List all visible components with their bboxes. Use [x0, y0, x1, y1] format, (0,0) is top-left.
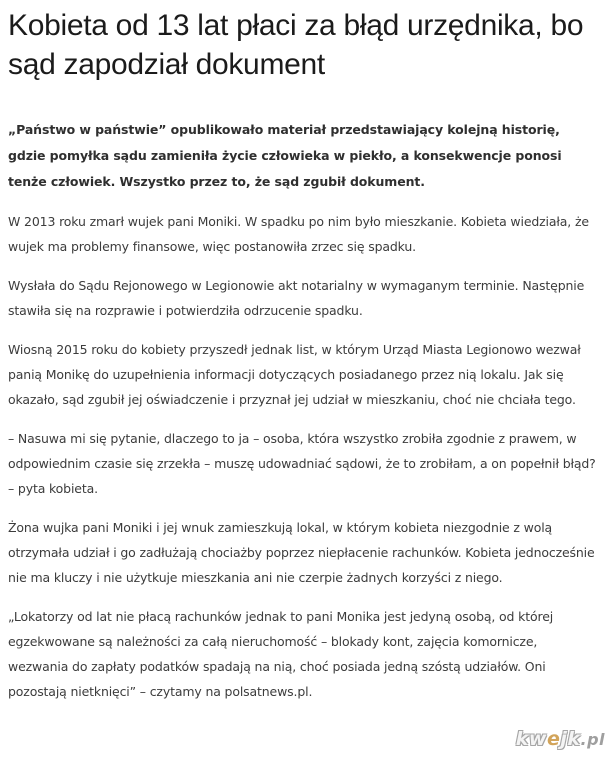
paragraph: – Nasuwa mi się pytanie, dlaczego to ja – osoba, która wszystko zrobiła zgodnie z prawem, w odpowiednim czasie się zrzekła – muszę udowadniać sądowi, że to zrobiłam, a on popełnił błąd? – pyta kobieta.	[8, 431, 596, 496]
kwejk-logo-domain-pl: .pl	[580, 730, 605, 749]
paragraph: W 2013 roku zmarł wujek pani Moniki. W spadku po nim było mieszkanie. Kobieta wiedziała, że wujek ma problemy finansowe, więc postanowiła zrzec się spadku.	[8, 214, 589, 254]
kwejk-watermark-logo	[516, 728, 605, 750]
article-lead: „Państwo w państwie” opublikowało materiał przedstawiający kolejną historię, gdzie pomyłka sądu zamieniła życie człowieka w piekło, a konsekwencje ponosi tenże człowiek. Wszystko przez to, że sąd zgubił dokument.	[8, 122, 562, 189]
headline: Kobieta od 13 lat płaci za błąd urzędnika, bo sąd zapodział dokument	[8, 9, 584, 81]
kwejk-logo-letters-kw: kw	[515, 728, 547, 750]
kwejk-logo-letters-jk: jk	[560, 728, 581, 750]
paragraph: Żona wujka pani Moniki i jej wnuk zamieszkują lokal, w którym kobieta niezgodnie z wolą otrzymała udział i go zadłużają chociażby poprzez niepłacenie rachunków. Kobieta jednocześnie nie ma kluczy i nie użytkuje mieszkania ani nie czerpie żadnych korzyści z niego.	[8, 520, 595, 585]
kwejk-logo-letter-e: e	[546, 728, 561, 750]
paragraph: Wiosną 2015 roku do kobiety przyszedł jednak list, w którym Urząd Miasta Legionowo wezwał panią Monikę do uzupełnienia informacji dotyczących posiadanego przez nią lokalu. Jak się okazało, sąd zgubił jej oświadczenie i przyznał jej udział w mieszkaniu, choć nie chciała tego.	[8, 342, 581, 407]
paragraph: „Lokatorzy od lat nie płacą rachunków jednak to pani Monika jest jedyną osobą, od której egzekwowane są należności za całą nieruchomość – blokady kont, zajęcia komornicze, wezwania do zapłaty podatków spadają na nią, choć posiada jedną szóstą udziałów. Oni pozostają nietknięci” – czytamy na polsatnews.pl.	[8, 609, 554, 699]
paragraph: Wysłała do Sądu Rejonowego w Legionowie akt notarialny w wymaganym terminie. Następnie stawiła się na rozprawie i potwierdziła odrzucenie spadku.	[8, 278, 585, 318]
